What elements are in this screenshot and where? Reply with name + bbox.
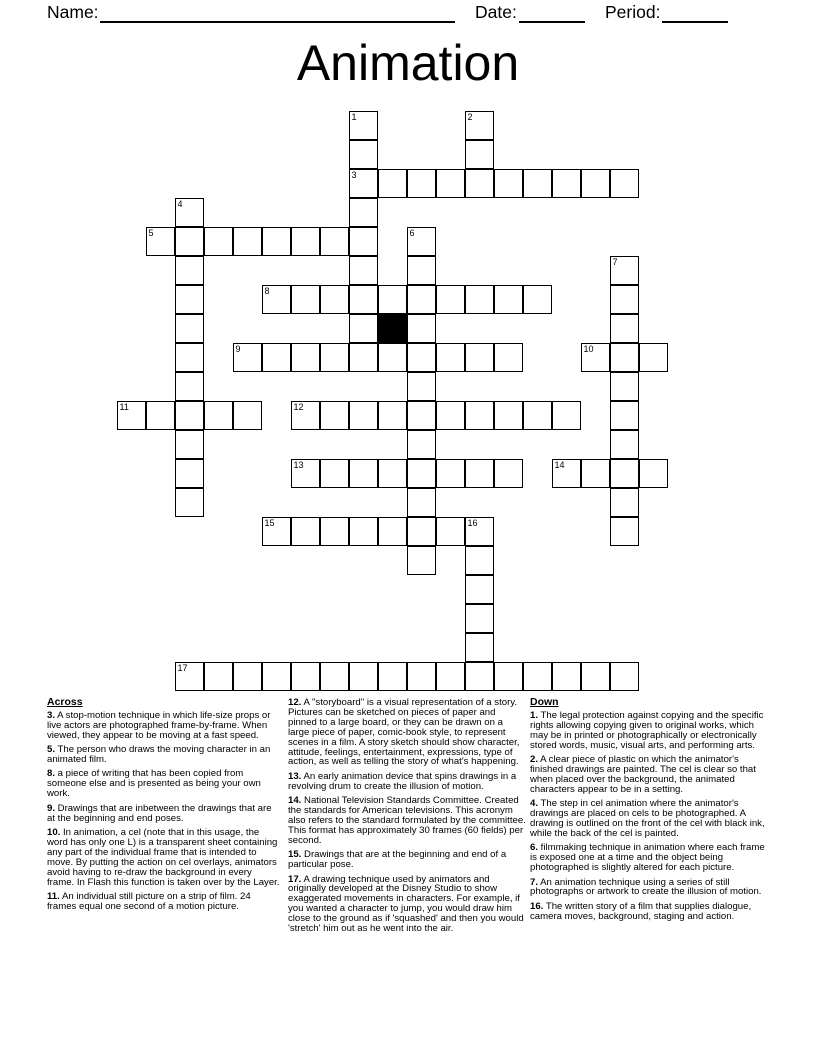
date-blank-line[interactable]: [519, 21, 585, 23]
grid-cell[interactable]: [639, 343, 668, 372]
cell-number: 14: [554, 459, 565, 470]
grid-cell[interactable]: [349, 401, 378, 430]
grid-cell[interactable]: [436, 517, 465, 546]
grid-cell[interactable]: [320, 227, 349, 256]
clue-text: A "storyboard" is a visual representation of a story. Pictures can be sketched on pieces of paper and pinned to a large board, or they can be drawn on a large piece of paper, comic-book style, to represent scenes in a film. A story sketch should show character, attitude, feelings, entertainment, expressions, type of action, as well as telling the story of what's happening.: [288, 697, 520, 768]
grid-cell[interactable]: [494, 459, 523, 488]
clue-item: [47, 769, 280, 799]
grid-cell[interactable]: [436, 401, 465, 430]
cell-number: 17: [177, 662, 188, 673]
grid-cell[interactable]: [378, 343, 407, 372]
grid-cell[interactable]: [262, 227, 291, 256]
grid-cell[interactable]: [465, 111, 494, 140]
cell-number: 11: [119, 401, 129, 412]
grid-cell[interactable]: [465, 604, 494, 633]
clue-number: 8.: [47, 768, 56, 780]
clue-text: A drawing technique used by animators and originally developed at the Disney Studio to show exaggerated movements in characters. For example, if you wanted a character to jump, you would draw him close to the ground as if 'squashed' and then you would 'stretch' him out as he went into the air.: [288, 873, 524, 935]
clue-text: An individual still picture on a strip of film. 24 frames equal one second of a motion picture.: [47, 890, 251, 912]
grid-cell[interactable]: [407, 662, 436, 691]
grid-cell[interactable]: [407, 314, 436, 343]
grid-cell[interactable]: [175, 285, 204, 314]
clue-item: [530, 878, 770, 898]
grid-cell[interactable]: [407, 459, 436, 488]
grid-cell[interactable]: [175, 459, 204, 488]
grid-cell[interactable]: [581, 169, 610, 198]
grid-cell[interactable]: [291, 227, 320, 256]
clue-number: 16.: [530, 900, 544, 912]
clue-number: 12.: [288, 697, 302, 708]
grid-cell[interactable]: [465, 285, 494, 314]
grid-cell[interactable]: [349, 256, 378, 285]
cell-number: 8: [264, 285, 270, 296]
grid-cell[interactable]: [233, 401, 262, 430]
grid-cell[interactable]: [610, 285, 639, 314]
grid-cell[interactable]: [262, 662, 291, 691]
grid-cell[interactable]: [378, 517, 407, 546]
clue-item: [530, 843, 770, 873]
grid-cell[interactable]: [610, 169, 639, 198]
grid-cell[interactable]: [378, 401, 407, 430]
clue-item: [530, 799, 770, 839]
clue-number: 13.: [288, 770, 302, 782]
cell-number: 7: [612, 256, 618, 267]
grid-cell[interactable]: [291, 459, 320, 488]
grid-cell[interactable]: [610, 517, 639, 546]
grid-cell[interactable]: [349, 662, 378, 691]
grid-cell[interactable]: [175, 198, 204, 227]
clue-text: A clear piece of plastic on which the animator's finished drawings are painted. The cel is clear so that when placed over the background, the animated characters appear to be in a setting.: [530, 754, 756, 795]
grid-cell[interactable]: [291, 401, 320, 430]
clue-text: The step in cel animation where the animator's drawings are placed on cels to be photographed. A drawing is outlined on the front of the cel with black ink, while the back of the cel is painted.: [530, 798, 765, 839]
clue-item: [47, 745, 280, 765]
grid-cell[interactable]: [610, 256, 639, 285]
grid-cell[interactable]: [349, 314, 378, 343]
cell-number: 4: [177, 198, 183, 209]
period-blank-line[interactable]: [662, 21, 728, 23]
clue-item: [288, 698, 526, 767]
grid-cell[interactable]: [262, 517, 291, 546]
grid-cell[interactable]: [349, 111, 378, 140]
grid-cell[interactable]: [523, 401, 552, 430]
grid-cell[interactable]: [233, 343, 262, 372]
grid-cell[interactable]: [320, 662, 349, 691]
grid-cell[interactable]: [610, 459, 639, 488]
clue-column: [530, 698, 770, 926]
clue-item: [47, 892, 280, 912]
clue-number: 1.: [530, 709, 539, 721]
grid-cell[interactable]: [465, 140, 494, 169]
grid-cell[interactable]: [320, 459, 349, 488]
grid-cell[interactable]: [349, 227, 378, 256]
clue-number: 17.: [288, 873, 302, 885]
grid-cell[interactable]: [175, 430, 204, 459]
cell-number: 6: [409, 227, 415, 238]
grid-cell[interactable]: [175, 343, 204, 372]
grid-cell[interactable]: [407, 401, 436, 430]
grid-cell[interactable]: [291, 343, 320, 372]
page-title: Animation: [296, 35, 520, 91]
grid-cell[interactable]: [436, 662, 465, 691]
cell-number: 3: [351, 169, 357, 180]
grid-cell[interactable]: [610, 430, 639, 459]
grid-cell[interactable]: [349, 343, 378, 372]
clue-number: 3.: [47, 709, 56, 721]
grid-cell[interactable]: [552, 169, 581, 198]
clue-text: filmmaking technique in animation where each frame is exposed one at a time and the object being photographed is slightly altered for each picture.: [530, 842, 765, 874]
clue-item: [288, 772, 526, 792]
clue-number: 9.: [47, 802, 56, 814]
grid-cell[interactable]: [436, 169, 465, 198]
clue-number: 5.: [47, 744, 56, 756]
clue-item: [530, 902, 770, 922]
clue-item: [47, 711, 280, 741]
cell-number: 15: [264, 517, 275, 528]
grid-cell[interactable]: [610, 401, 639, 430]
grid-cell[interactable]: [523, 662, 552, 691]
cell-number: 12: [293, 401, 304, 412]
grid-cell[interactable]: [581, 662, 610, 691]
grid-cell[interactable]: [581, 459, 610, 488]
grid-cell[interactable]: [320, 517, 349, 546]
clues-section-heading: Across: [47, 696, 83, 708]
grid-cell[interactable]: [320, 285, 349, 314]
grid-cell[interactable]: [639, 459, 668, 488]
grid-cell[interactable]: [465, 343, 494, 372]
grid-cell[interactable]: [349, 517, 378, 546]
clue-text: A stop-motion technique in which life-size props or live actors are photographed frame-by-frame. When viewed, they appear to be moving at a fast speed.: [47, 709, 271, 741]
cell-number: 5: [148, 227, 154, 238]
grid-cell[interactable]: [349, 459, 378, 488]
grid-cell[interactable]: [436, 285, 465, 314]
cell-number: 1: [351, 111, 357, 122]
grid-cell[interactable]: [233, 662, 262, 691]
grid-cell[interactable]: [494, 343, 523, 372]
grid-cell[interactable]: [233, 227, 262, 256]
cell-number: 16: [467, 517, 478, 528]
clue-item: [47, 804, 280, 824]
grid-cell[interactable]: [407, 227, 436, 256]
grid-cell[interactable]: [465, 546, 494, 575]
grid-cell[interactable]: [610, 662, 639, 691]
grid-cell[interactable]: [465, 633, 494, 662]
clue-item: [47, 828, 280, 887]
grid-cell[interactable]: [465, 401, 494, 430]
grid-cell[interactable]: [204, 227, 233, 256]
grid-cell[interactable]: [175, 256, 204, 285]
clue-text: Drawings that are at the beginning and end of a particular pose.: [288, 849, 507, 871]
grid-cell[interactable]: [291, 662, 320, 691]
grid-cell[interactable]: [407, 488, 436, 517]
clue-column: [47, 698, 280, 916]
grid-cell[interactable]: [407, 285, 436, 314]
grid-cell[interactable]: [494, 662, 523, 691]
clue-text: The written story of a film that supplies dialogue, camera moves, background, staging and action.: [530, 900, 752, 922]
grid-cell[interactable]: [552, 459, 581, 488]
grid-cell[interactable]: [436, 459, 465, 488]
clue-text: An early animation device that spins drawings in a revolving drum to create the illusion of motion.: [288, 770, 517, 792]
grid-cell[interactable]: [465, 575, 494, 604]
grid-cell[interactable]: [291, 285, 320, 314]
grid-cell[interactable]: [407, 256, 436, 285]
grid-cell[interactable]: [465, 459, 494, 488]
grid-cell[interactable]: [349, 140, 378, 169]
grid-cell[interactable]: [175, 488, 204, 517]
grid-cell[interactable]: [262, 285, 291, 314]
clue-item: [530, 711, 770, 751]
clue-text: The legal protection against copying and the specific rights allowing copying given to original works, which may be in printed or photographically or electronically stored words, music, visual arts, and performing arts.: [530, 709, 764, 751]
grid-cell[interactable]: [204, 662, 233, 691]
grid-cell[interactable]: [320, 343, 349, 372]
grid-cell[interactable]: [494, 285, 523, 314]
grid-cell[interactable]: [349, 198, 378, 227]
grid-cell[interactable]: [523, 285, 552, 314]
grid-cell[interactable]: [523, 169, 552, 198]
clues-section-heading: Down: [530, 696, 559, 708]
grid-cell[interactable]: [494, 401, 523, 430]
grid-cell[interactable]: [117, 401, 146, 430]
grid-cell[interactable]: [146, 227, 175, 256]
clue-number: 7.: [530, 876, 539, 888]
clue-item: [288, 850, 526, 870]
black-cell: [378, 314, 407, 343]
crossword-grid: [117, 111, 668, 691]
clue-number: 6.: [530, 842, 539, 854]
grid-cell[interactable]: [494, 169, 523, 198]
clue-text: Drawings that are inbetween the drawings that are at the beginning and end poses.: [47, 802, 272, 824]
grid-cell[interactable]: [262, 343, 291, 372]
grid-cell[interactable]: [581, 343, 610, 372]
grid-cell[interactable]: [552, 662, 581, 691]
name-label: Name:: [47, 2, 99, 22]
grid-cell[interactable]: [610, 314, 639, 343]
clue-number: 15.: [288, 849, 302, 861]
grid-cell[interactable]: [378, 662, 407, 691]
grid-cell[interactable]: [407, 372, 436, 401]
grid-cell[interactable]: [407, 517, 436, 546]
cell-number: 13: [293, 459, 304, 470]
grid-cell[interactable]: [320, 401, 349, 430]
grid-cell[interactable]: [175, 401, 204, 430]
date-label: Date:: [475, 2, 517, 22]
clue-number: 4.: [530, 798, 539, 810]
grid-cell[interactable]: [436, 343, 465, 372]
clue-column: [288, 698, 526, 938]
grid-cell[interactable]: [465, 662, 494, 691]
grid-cell[interactable]: [349, 285, 378, 314]
grid-cell[interactable]: [175, 372, 204, 401]
cell-number: 10: [583, 343, 594, 354]
grid-cell[interactable]: [465, 517, 494, 546]
clue-text: In animation, a cel (note that in this usage, the word has only one L) is a transparent sheet containing any part of the individual frame that is intended to move. By putting the action on cel overlays, animators avoid having to re-draw the background in every frame. In Flash this function is taken over by the Layer.: [47, 826, 280, 888]
clue-text: The person who draws the moving character in an animated film.: [47, 744, 271, 766]
period-label: Period:: [605, 2, 661, 22]
grid-cell[interactable]: [175, 662, 204, 691]
grid-cell[interactable]: [610, 372, 639, 401]
clue-text: National Television Standards Committee. Created the standards for American televisions. This acronym also refers to the standard formulated by the committee. This format has approximately 30 frames (60 fields) per second.: [288, 795, 526, 846]
grid-cell[interactable]: [175, 314, 204, 343]
clue-number: 11.: [47, 890, 60, 902]
grid-cell[interactable]: [407, 430, 436, 459]
clue-item: [530, 755, 770, 795]
grid-cell[interactable]: [349, 169, 378, 198]
grid-cell[interactable]: [378, 459, 407, 488]
grid-cell[interactable]: [610, 343, 639, 372]
clue-text: a piece of writing that has been copied from someone else and is presented as being your own work.: [47, 768, 261, 800]
clue-number: 10.: [47, 826, 61, 838]
name-blank-line[interactable]: [100, 21, 455, 23]
clue-item: [288, 796, 526, 846]
grid-cell[interactable]: [465, 169, 494, 198]
grid-cell[interactable]: [407, 343, 436, 372]
grid-cell[interactable]: [407, 169, 436, 198]
cell-number: 2: [467, 111, 473, 122]
grid-cell[interactable]: [146, 401, 175, 430]
grid-cell[interactable]: [378, 285, 407, 314]
clue-number: 2.: [530, 754, 539, 766]
grid-cell[interactable]: [552, 401, 581, 430]
clue-item: [288, 875, 526, 934]
grid-cell[interactable]: [204, 401, 233, 430]
grid-cell[interactable]: [407, 546, 436, 575]
clue-text: An animation technique using a series of still photographs or artwork to create the illusion of motion.: [530, 876, 762, 898]
grid-cell[interactable]: [175, 227, 204, 256]
cell-number: 9: [235, 343, 241, 354]
grid-cell[interactable]: [378, 169, 407, 198]
grid-cell[interactable]: [291, 517, 320, 546]
clue-number: 14.: [288, 795, 302, 807]
grid-cell[interactable]: [610, 488, 639, 517]
